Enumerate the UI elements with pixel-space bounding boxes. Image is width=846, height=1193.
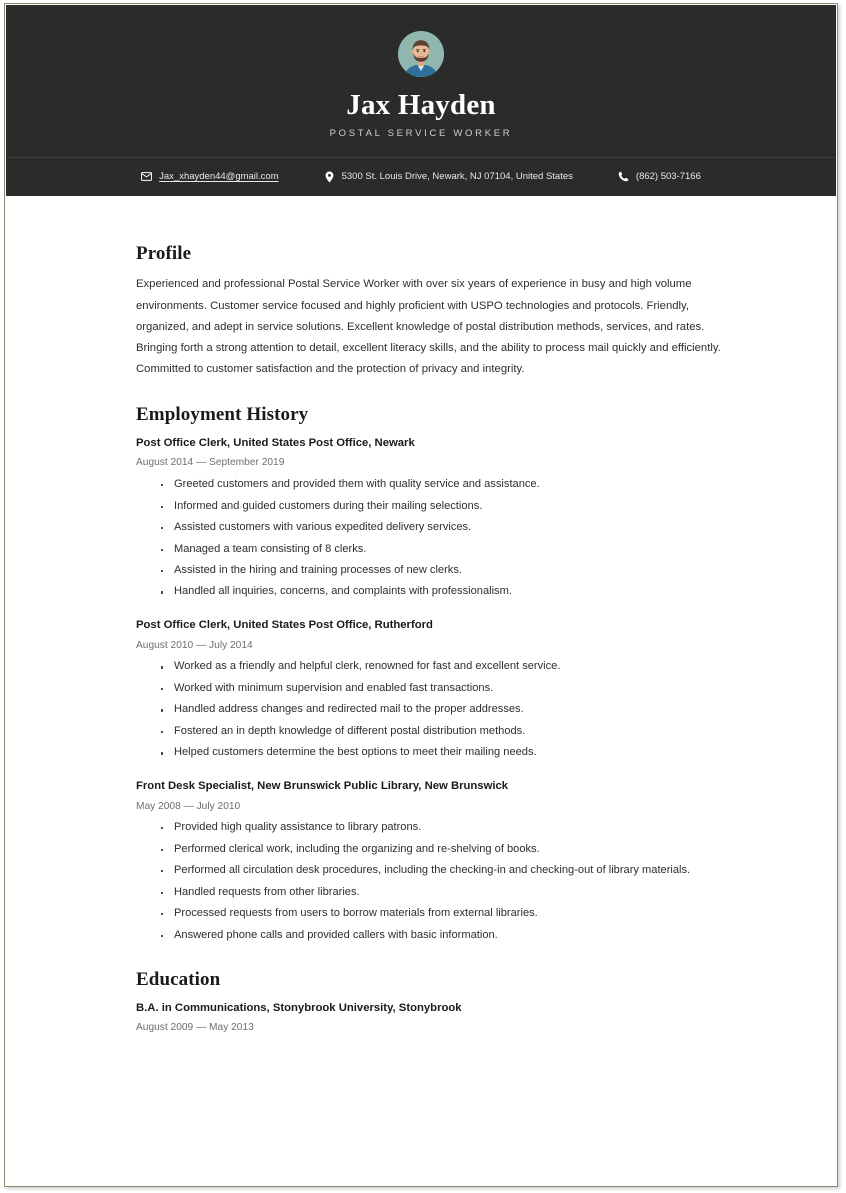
employment-entry-date: May 2008 — July 2010: [136, 800, 241, 812]
bullet-item: Performed all circulation desk procedures, including the checking-in and checking-out of library materials.: [161, 862, 728, 880]
profile-summary-text: Experienced and professional Postal Service Worker with over six years of experience in busy and high volume environments. Customer service focused and highly proficient with USPO technologies and protocols. Friendly, organized, and adept in service solutions. Excellent knowledge of postal distribution methods, services, and rates. Bringing forth a strong attention to detail, excellent literacy skills, and the ability to process mail quickly and efficiently. Committed to customer satisfaction and the protection of privacy and integrity.: [136, 278, 721, 375]
contact-phone: [618, 171, 701, 182]
bullet-item: Worked as a friendly and helpful clerk, renowned for fast and excellent service.: [161, 658, 728, 676]
bullet-item: Helped customers determine the best options to meet their mailing needs.: [161, 744, 728, 762]
bullet-item: Greeted customers and provided them with quality service and assistance.: [161, 476, 728, 494]
employment-entry: [136, 618, 728, 762]
phone-icon: [618, 171, 629, 182]
employment-entry-bullets: [136, 819, 728, 944]
bullet-item: Handled all inquiries, concerns, and complaints with professionalism.: [161, 583, 728, 601]
section-title-employment: Employment History: [136, 404, 309, 426]
resume-content: [6, 196, 836, 1034]
bullet-item: Informed and guided customers during their mailing selections.: [161, 498, 728, 516]
employment-entry-bullets: [136, 476, 728, 601]
section-title-education: Education: [136, 968, 221, 990]
candidate-job-title: POSTAL SERVICE WORKER: [329, 128, 513, 140]
profile-photo-avatar: [398, 31, 444, 77]
bullet-item: Fostered an in depth knowledge of different postal distribution methods.: [161, 723, 728, 741]
section-employment-history: [136, 404, 728, 945]
bullet-item: Processed requests from users to borrow materials from external libraries.: [161, 905, 728, 923]
section-profile: [136, 243, 728, 380]
bullet-item: Provided high quality assistance to library patrons.: [161, 819, 728, 837]
education-entry: [136, 1001, 728, 1035]
employment-entry-bullets: [136, 658, 728, 762]
bullet-item: Answered phone calls and provided callers with basic information.: [161, 927, 728, 945]
employment-entry-title: Post Office Clerk, United States Post Office, Rutherford: [136, 619, 433, 632]
resume-page: [4, 3, 838, 1187]
section-education: [136, 969, 728, 1035]
bullet-item: Handled address changes and redirected mail to the proper addresses.: [161, 701, 728, 719]
bullet-item: Handled requests from other libraries.: [161, 884, 728, 902]
education-entry-title: B.A. in Communications, Stonybrook University, Stonybrook: [136, 1001, 462, 1014]
contact-email[interactable]: [141, 171, 278, 182]
envelope-icon: [141, 171, 152, 182]
education-entry-date: August 2009 — May 2013: [136, 1021, 254, 1033]
bullet-item: Assisted in the hiring and training processes of new clerks.: [161, 562, 728, 580]
map-pin-icon: [324, 171, 335, 182]
contact-address-text: 5300 St. Louis Drive, Newark, NJ 07104, United States: [341, 171, 573, 183]
employment-entry-date: August 2014 — September 2019: [136, 457, 285, 469]
employment-entry-title: Post Office Clerk, United States Post Office, Newark: [136, 437, 415, 450]
contact-address: [324, 171, 573, 182]
employment-entry: [136, 436, 728, 601]
section-title-profile: Profile: [136, 243, 192, 265]
resume-page-inner: [5, 4, 837, 1186]
bullet-item: Managed a team consisting of 8 clerks.: [161, 541, 728, 559]
bullet-item: Performed clerical work, including the organizing and re-shelving of books.: [161, 841, 728, 859]
candidate-name: Jax Hayden: [346, 89, 496, 121]
profile-photo-icon: [398, 31, 444, 77]
contact-email-text[interactable]: Jax_xhayden44@gmail.com: [159, 171, 279, 183]
employment-entry-date: August 2010 — July 2014: [136, 639, 253, 651]
bullet-item: Worked with minimum supervision and enabled fast transactions.: [161, 680, 728, 698]
employment-entry-title: Front Desk Specialist, New Brunswick Public Library, New Brunswick: [136, 780, 509, 793]
contact-phone-text: (862) 503-7166: [635, 171, 701, 183]
employment-entry: [136, 779, 728, 944]
contact-bar: [6, 157, 836, 196]
resume-header: [6, 5, 836, 157]
bullet-item: Assisted customers with various expedited delivery services.: [161, 519, 728, 537]
